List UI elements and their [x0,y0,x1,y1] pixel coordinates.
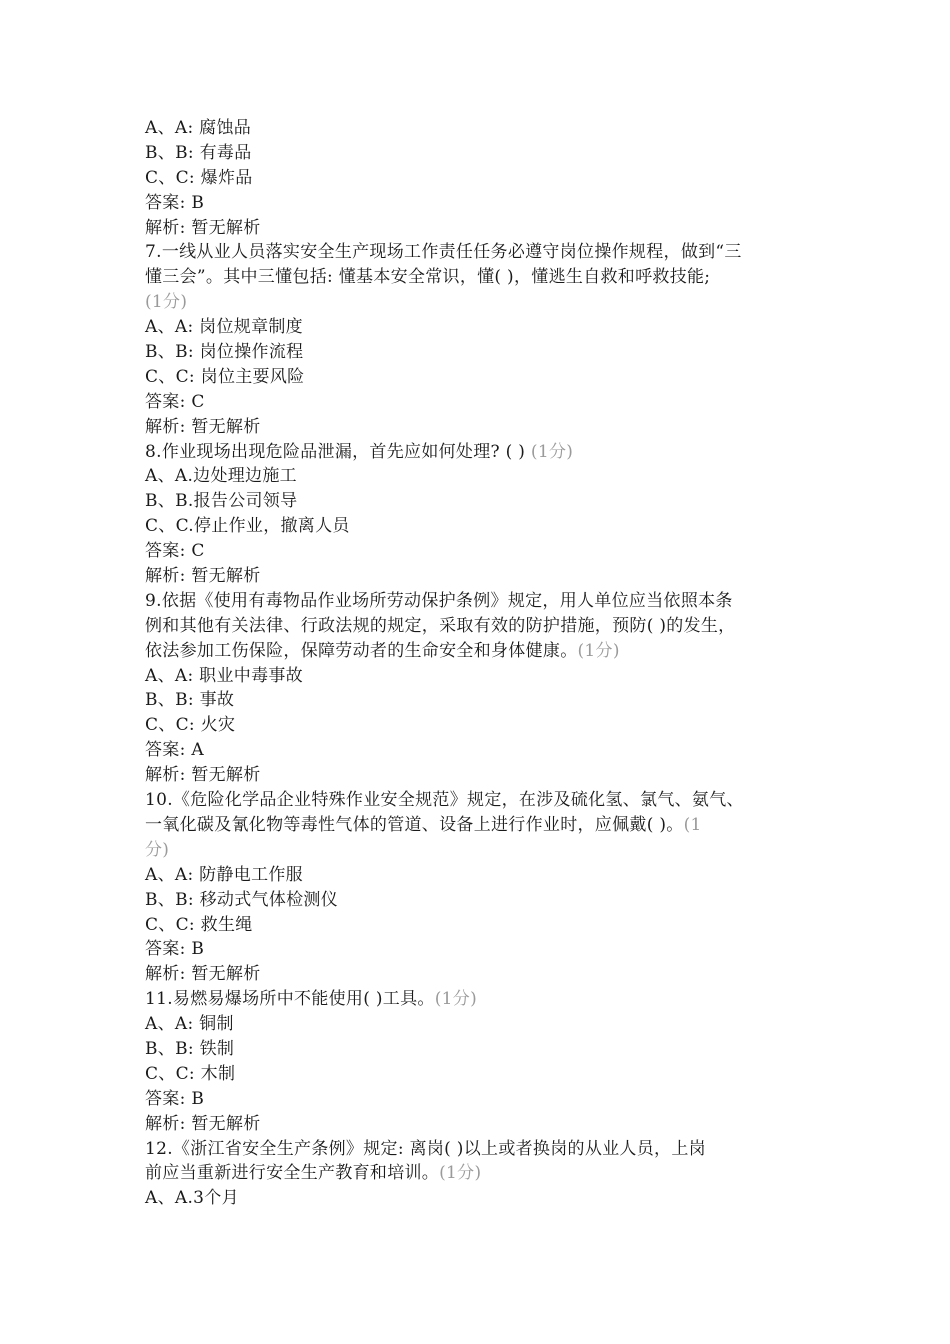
option-c: C、C: 木制 [145,1063,236,1084]
answer: 答案: B [145,192,205,213]
question-stem-line [145,440,805,465]
question-stem-text: 前应当重新进行安全生产教育和培训。 [145,1163,440,1184]
option-c: C、C: 岗位主要风险 [145,366,305,387]
analysis: 解析: 暂无解析 [145,566,261,587]
question-score: (1分) [145,292,188,313]
question-stem-line: 9.依据《使用有毒物品作业场所劳动保护条例》规定，用人单位应当依照本条 [145,590,733,611]
question-stem-line: 12.《浙江省安全生产条例》规定: 离岗( )以上或者换岗的从业人员，上岗 [145,1138,706,1159]
question-10 [145,788,805,987]
option-a: A、A: 岗位规章制度 [145,317,303,338]
question-score: (1分) [434,989,477,1010]
question-11 [145,987,805,1136]
option-a: A、A: 腐蚀品 [145,118,252,138]
option-a: A、A.边处理边施工 [145,466,297,487]
analysis: 解析: 暂无解析 [145,964,261,985]
question-stem-line [145,639,805,664]
question-stem-text: 依法参加工伤保险，保障劳动者的生命安全和身体健康。 [145,640,578,661]
option-b: B、B: 移动式气体检测仪 [145,889,339,910]
option-a: A、A: 职业中毒事故 [145,665,303,686]
option-c: C、C: 火灾 [145,715,236,736]
option-b: B、B: 事故 [145,690,235,711]
option-a: A、A: 防静电工作服 [145,864,303,885]
question-score: (1 [683,814,702,835]
question-score: (1分) [439,1163,482,1184]
option-c: C、C: 救生绳 [145,914,253,935]
answer: 答案: C [145,541,205,562]
document-page [145,116,805,1211]
question-stem-line [145,813,805,838]
question-8 [145,440,805,589]
option-a: A、A.3个月 [145,1188,239,1209]
question-score: 分) [145,839,170,860]
option-c: C、C.停止作业，撤离人员 [145,516,350,537]
analysis: 解析: 暂无解析 [145,416,261,437]
answer: 答案: B [145,1088,205,1109]
analysis: 解析: 暂无解析 [145,217,261,238]
question-9 [145,589,805,788]
option-b: B、B: 岗位操作流程 [145,342,304,363]
question-stem-line [145,987,805,1012]
option-b: B、B: 铁制 [145,1038,235,1059]
option-a: A、A: 铜制 [145,1014,234,1035]
answer: 答案: A [145,740,204,761]
analysis: 解析: 暂无解析 [145,765,261,786]
question-stem-line: 7.一线从业人员落实安全生产现场工作责任任务必遵守岗位操作规程，做到“三 [145,242,742,263]
question-7 [145,240,805,439]
question-score: (1分) [530,441,574,462]
question-score: (1分) [577,640,620,661]
answer: 答案: B [145,939,205,960]
question-stem-line: 10.《危险化学品企业特殊作业安全规范》规定，在涉及硫化氢、氯气、氨气、 [145,790,744,811]
question-stem-text: 11.易燃易爆场所中不能使用( )工具。 [145,989,435,1010]
option-b: B、B: 有毒品 [145,142,252,163]
question-stem-line [145,1161,805,1186]
question-stem-line: 懂三会”。其中三懂包括: 懂基本安全常识，懂( )，懂逃生自救和呼救技能; [145,267,711,288]
question-stem-text: 一氧化碳及氰化物等毒性气体的管道、设备上进行作业时，应佩戴( )。 [145,814,684,835]
option-c: C、C: 爆炸品 [145,167,253,188]
carryover-block [145,116,805,240]
analysis: 解析: 暂无解析 [145,1113,261,1134]
option-b: B、B.报告公司领导 [145,491,298,512]
question-stem-line: 例和其他有关法律、行政法规的规定，采取有效的防护措施，预防( )的发生， [145,615,736,636]
question-12 [145,1137,805,1212]
question-stem-text: 8.作业现场出现危险品泄漏，首先应如何处理? ( ) [145,441,531,462]
answer: 答案: C [145,391,205,412]
